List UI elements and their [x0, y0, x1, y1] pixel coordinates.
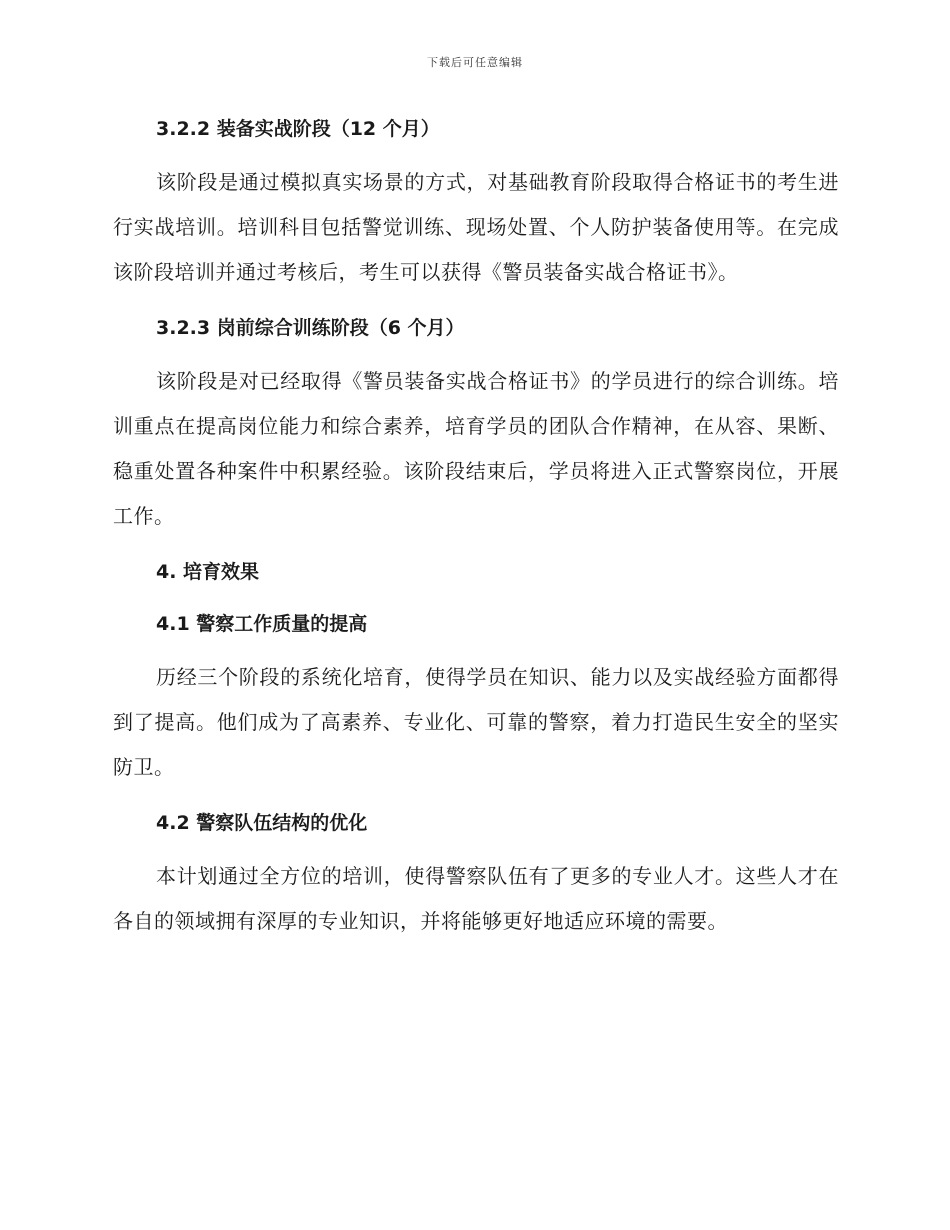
- section-heading-4-2: 4.2 警察队伍结构的优化: [156, 812, 368, 834]
- document-body: [113, 108, 839, 944]
- section-paragraph-4-2: 本计划通过全方位的培训，使得警察队伍有了更多的专业人才。这些人才在各自的领域拥有深厚的专业知识，并将能够更好地适应环境的需要。: [113, 864, 839, 933]
- section-paragraph-4-1: 历经三个阶段的系统化培育，使得学员在知识、能力以及实战经验方面都得到了提高。他们成为了高素养、专业化、可靠的警察，着力打造民生安全的坚实防卫。: [113, 665, 839, 779]
- section-heading-4-1: 4.1 警察工作质量的提高: [156, 613, 368, 635]
- section-heading-4: 4. 培育效果: [156, 561, 260, 583]
- page-header-note: 下载后可任意编辑: [427, 56, 523, 69]
- section-heading-3-2-3: 3.2.3 岗前综合训练阶段（6 个月）: [156, 317, 465, 339]
- section-paragraph-3-2-2: 该阶段是通过模拟真实场景的方式，对基础教育阶段取得合格证书的考生进行实战培训。培训科目包括警觉训练、现场处置、个人防护装备使用等。在完成该阶段培训并通过考核后，考生可以获得《警员装备实战合格证书》。: [113, 170, 839, 284]
- section-paragraph-3-2-3: 该阶段是对已经取得《警员装备实战合格证书》的学员进行的综合训练。培训重点在提高岗位能力和综合素养，培育学员的团队合作精神，在从容、果断、稳重处置各种案件中积累经验。该阶段结束后，学员将进入正式警察岗位，开展工作。: [113, 369, 839, 528]
- section-heading-3-2-2: 3.2.2 装备实战阶段（12 个月）: [156, 118, 440, 140]
